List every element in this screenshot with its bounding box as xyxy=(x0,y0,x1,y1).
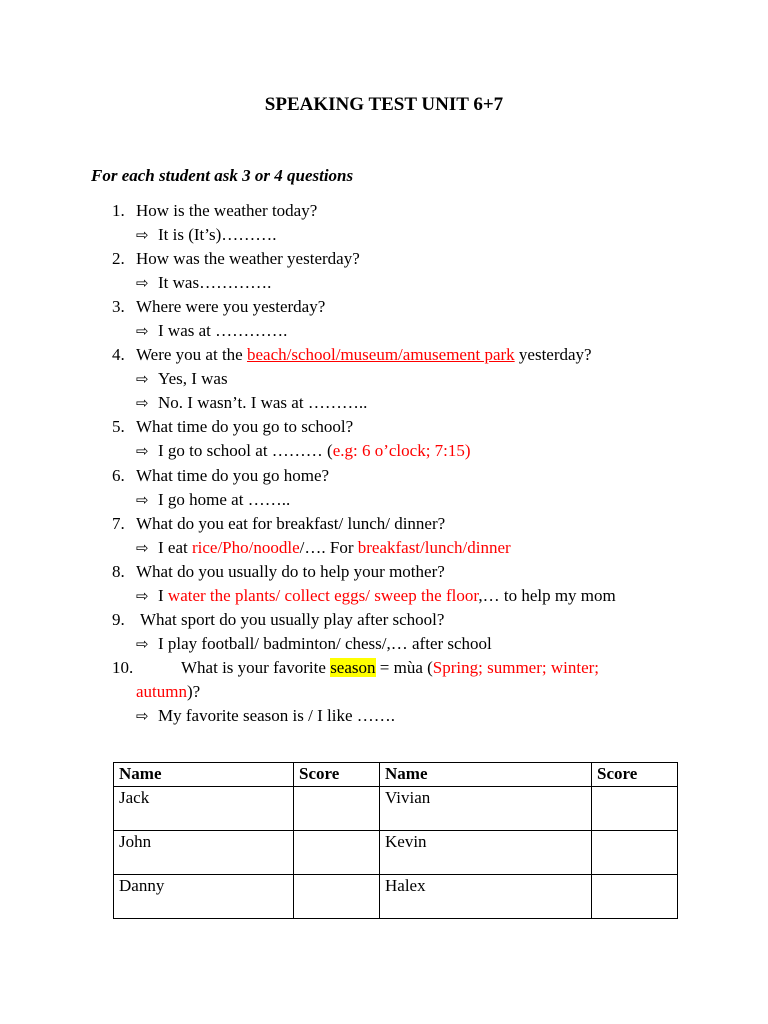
highlighted-word: season xyxy=(330,658,376,677)
column-header: Score xyxy=(592,763,678,787)
column-header: Name xyxy=(380,763,592,787)
question-text: autumn)? xyxy=(136,682,201,701)
instructions: For each student ask 3 or 4 questions xyxy=(91,166,354,185)
table-header-row xyxy=(114,763,678,787)
answer-text: No. I wasn’t. I was at ……….. xyxy=(158,393,368,412)
answer-text: Yes, I was xyxy=(158,369,228,388)
score-cell[interactable] xyxy=(592,787,678,831)
arrow-icon: ⇨ xyxy=(136,707,149,725)
answer-text: It was…………. xyxy=(158,273,272,292)
score-cell[interactable] xyxy=(294,787,380,831)
question-text: What time do you go home? xyxy=(136,466,330,485)
question-text: Were you at the beach/school/museum/amusement park yesterday? xyxy=(136,345,592,364)
answer-text: My favorite season is / I like ……. xyxy=(158,706,396,725)
question-number: 4. xyxy=(112,345,125,364)
student-name: John xyxy=(114,831,294,875)
question-number: 9. xyxy=(112,610,125,629)
table-row xyxy=(114,831,678,875)
arrow-icon: ⇨ xyxy=(136,370,149,388)
score-cell[interactable] xyxy=(592,875,678,919)
arrow-icon: ⇨ xyxy=(136,322,149,340)
student-name: Danny xyxy=(114,875,294,919)
answer-text: I go to school at ……… (e.g: 6 o’clock; 7:15) xyxy=(158,441,471,460)
score-table xyxy=(113,762,678,919)
answer-text: I water the plants/ collect eggs/ sweep the floor,… to help my mom xyxy=(158,586,616,605)
arrow-icon: ⇨ xyxy=(136,539,149,557)
question-number: 6. xyxy=(112,466,125,485)
arrow-icon: ⇨ xyxy=(136,394,149,412)
arrow-icon: ⇨ xyxy=(136,274,149,292)
question-text: What do you eat for breakfast/ lunch/ dinner? xyxy=(136,514,446,533)
table-row xyxy=(114,787,678,831)
question-text: Where were you yesterday? xyxy=(136,297,326,316)
question-number: 1. xyxy=(112,201,125,220)
answer-text: I play football/ badminton/ chess/,… after school xyxy=(158,634,492,653)
arrow-icon: ⇨ xyxy=(136,635,149,653)
question-text: How was the weather yesterday? xyxy=(136,249,360,268)
answer-text: I was at …………. xyxy=(158,321,288,340)
question-number: 5. xyxy=(112,417,125,436)
question-number: 2. xyxy=(112,249,125,268)
question-text: What do you usually do to help your mother? xyxy=(136,562,445,581)
arrow-icon: ⇨ xyxy=(136,491,149,509)
question-text: What sport do you usually play after school? xyxy=(136,610,445,629)
column-header: Score xyxy=(294,763,380,787)
places-options: beach/school/museum/amusement park xyxy=(246,345,515,364)
question-number: 8. xyxy=(112,562,125,581)
answer-text: I go home at …….. xyxy=(158,490,291,509)
question-text: What time do you go to school? xyxy=(136,417,354,436)
question-number: 7. xyxy=(112,514,125,533)
student-name: Kevin xyxy=(380,831,592,875)
question-number: 10. xyxy=(112,658,134,677)
score-cell[interactable] xyxy=(294,831,380,875)
score-cell[interactable] xyxy=(592,831,678,875)
answer-text: It is (It’s)………. xyxy=(158,225,277,244)
student-name: Vivian xyxy=(380,787,592,831)
score-cell[interactable] xyxy=(294,875,380,919)
arrow-icon: ⇨ xyxy=(136,226,149,244)
arrow-icon: ⇨ xyxy=(136,442,149,460)
column-header: Name xyxy=(114,763,294,787)
question-number: 3. xyxy=(112,297,125,316)
page-title: SPEAKING TEST UNIT 6+7 xyxy=(264,94,504,115)
question-text: What is your favorite season = mùa (Spring; summer; winter; xyxy=(181,658,600,677)
student-name: Jack xyxy=(114,787,294,831)
student-name: Halex xyxy=(380,875,592,919)
question-text: How is the weather today? xyxy=(136,201,318,220)
answer-text: I eat rice/Pho/noodle/…. For breakfast/lunch/dinner xyxy=(158,538,511,557)
arrow-icon: ⇨ xyxy=(136,587,149,605)
table-row xyxy=(114,875,678,919)
